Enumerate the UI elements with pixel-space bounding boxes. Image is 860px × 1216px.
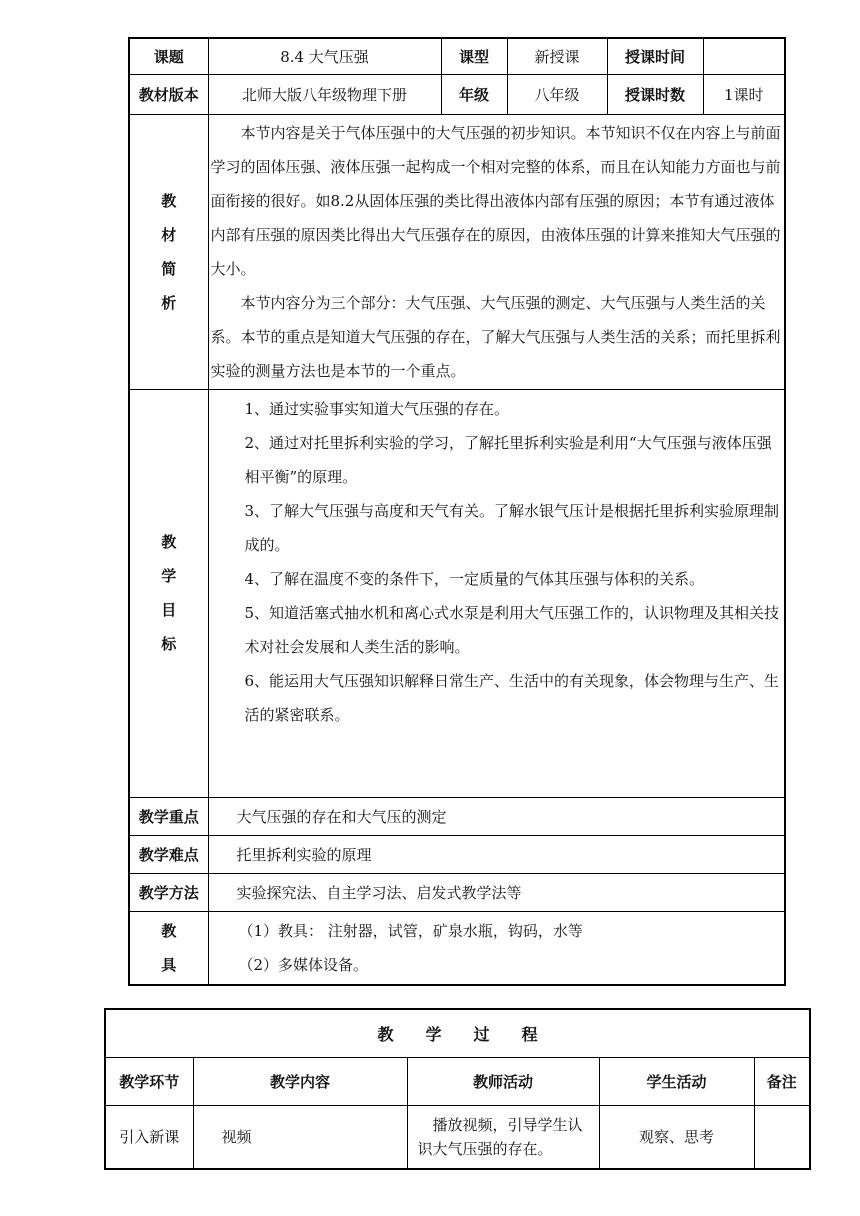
goal-item: 2、通过对托里拆利实验的学习，了解托里拆利实验是利用“大气压强与液体压强相平衡”的原理。 (244, 433, 772, 486)
goal-item: 4、了解在温度不变的条件下，一定质量的气体其压强与体积的关系。 (244, 569, 705, 588)
grade-value: 八年级 (507, 74, 607, 114)
goal-item: 3、了解大气压强与高度和天气有关。了解水银气压计是根据托里拆利实验原理制成的。 (244, 501, 780, 554)
analysis-content (208, 114, 785, 389)
lesson-info-table (128, 37, 786, 986)
analysis-paragraph: 本节内容是关于气体压强中的大气压强的初步知识。本节知识不仅在内容上与前面学习的固体压强、液体压强一起构成一个相对完整的体系，而且在认知能力方面也与前面衔接的很好。如8.2从固体压强的类比得出液体内部有压强的原因；本节有通过液体内部有压强的原因类比得出大气压强存在的原因，由液体压强的计算来推知大气压强的大小。 (210, 123, 781, 278)
key-point-row (129, 797, 785, 835)
goals-content (208, 389, 785, 797)
tools-content (208, 911, 785, 985)
teacher-cell: 播放视频，引导学生认识大气压强的存在。 (407, 1105, 599, 1169)
difficulty-row (129, 835, 785, 873)
difficulty-value: 托里拆利实验的原理 (208, 835, 785, 873)
analysis-row (129, 114, 785, 389)
stage-cell: 引入新课 (105, 1105, 193, 1169)
key-point-label: 教学重点 (129, 797, 208, 835)
hours-value: 1课时 (703, 74, 785, 114)
grade-label: 年级 (441, 74, 507, 114)
time-label: 授课时间 (607, 38, 703, 74)
header-note: 备注 (754, 1057, 810, 1105)
tool-item: （1）教具： 注射器，试管，矿泉水瓶，钩码，水等 (238, 921, 583, 940)
edition-row (129, 74, 785, 114)
header-student: 学生活动 (599, 1057, 754, 1105)
header-content: 教学内容 (193, 1057, 407, 1105)
tools-row (129, 911, 785, 985)
topic-value: 8.4 大气压强 (208, 38, 441, 74)
analysis-paragraph: 本节内容分为三个部分：大气压强、大气压强的测定、大气压强与人类生活的关系。本节的重点是知道大气压强的存在，了解大气压强与人类生活的关系；而托里拆利实验的测量方法也是本节的一个重点。 (210, 293, 781, 380)
goals-row (129, 389, 785, 797)
header-teacher: 教师活动 (407, 1057, 599, 1105)
note-cell (754, 1105, 810, 1169)
process-title-row (105, 1009, 810, 1057)
goal-item: 1、通过实验事实知道大气压强的存在。 (244, 399, 510, 418)
student-cell: 观察、思考 (599, 1105, 754, 1169)
analysis-label: 教 材 简 析 (129, 114, 208, 389)
type-value: 新授课 (507, 38, 607, 74)
goal-item: 5、知道活塞式抽水机和离心式水泵是利用大气压强工作的，认识物理及其相关技术对社会发展和人类生活的影响。 (244, 603, 780, 656)
process-title: 教 学 过 程 (105, 1009, 810, 1057)
hours-label: 授课时数 (607, 74, 703, 114)
time-value (703, 38, 785, 74)
tools-label: 教 具 (129, 911, 208, 985)
method-label: 教学方法 (129, 873, 208, 911)
key-point-value: 大气压强的存在和大气压的测定 (208, 797, 785, 835)
type-label: 课型 (441, 38, 507, 74)
content-cell: 视频 (193, 1105, 407, 1169)
topic-row (129, 38, 785, 74)
process-row (105, 1105, 810, 1169)
tool-item: （2）多媒体设备。 (238, 955, 369, 974)
topic-label: 课题 (129, 38, 208, 74)
process-header-row (105, 1057, 810, 1105)
method-value: 实验探究法、自主学习法、启发式教学法等 (208, 873, 785, 911)
edition-value: 北师大版八年级物理下册 (208, 74, 441, 114)
edition-label: 教材版本 (129, 74, 208, 114)
method-row (129, 873, 785, 911)
header-stage: 教学环节 (105, 1057, 193, 1105)
teaching-process-table (104, 1008, 811, 1170)
goal-item: 6、能运用大气压强知识解释日常生产、生活中的有关现象，体会物理与生产、生活的紧密联系。 (244, 671, 780, 724)
goals-label: 教 学 目 标 (129, 389, 208, 797)
difficulty-label: 教学难点 (129, 835, 208, 873)
